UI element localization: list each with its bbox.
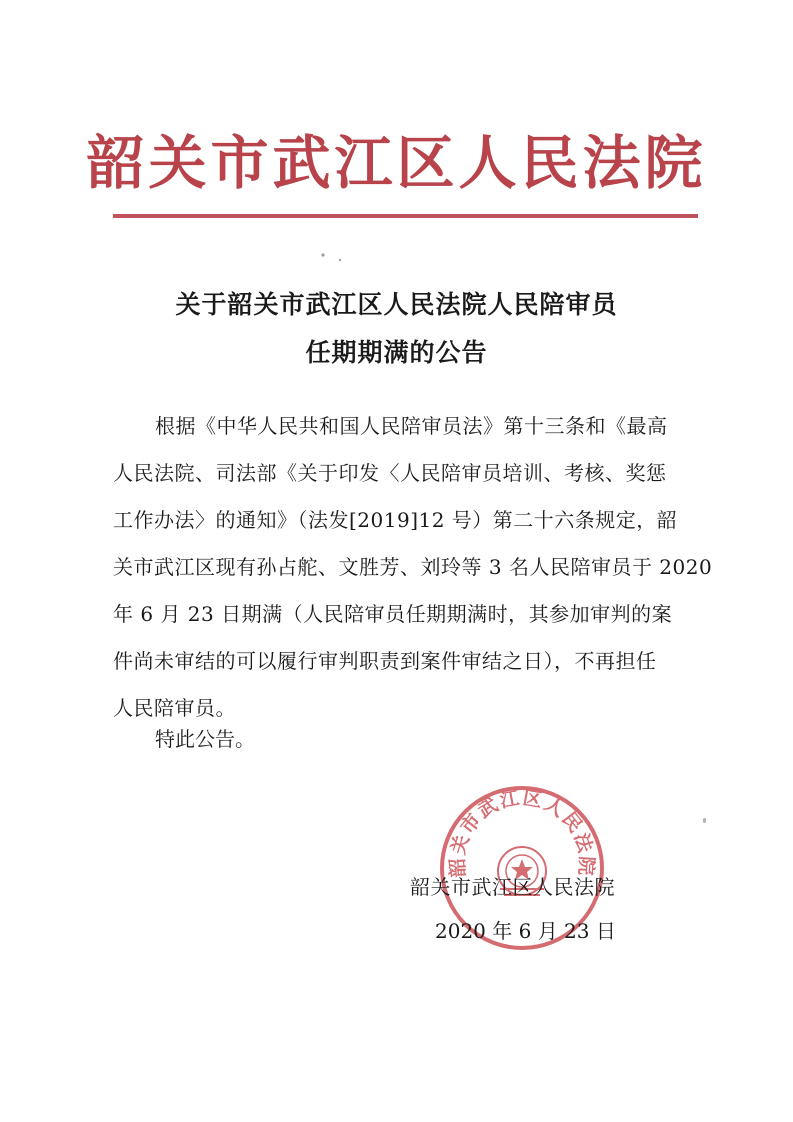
notice-title-line2: 任期期满的公告 [305,338,488,367]
body-paragraph-line: 件尚未审结的可以履行审判职责到案件审结之日），不再担任 [113,649,657,673]
org-title: 韶关市武江区人民法院 [86,129,707,197]
closing-remark: 特此公告。 [155,727,255,751]
signature-date: 2020 年 6 月 23 日 [435,919,616,943]
body-paragraph-line: 人民陪审员。 [113,696,236,720]
scan-mark [703,818,706,823]
notice-title-line1: 关于韶关市武江区人民法院人民陪审员 [175,290,618,319]
header-divider [113,214,698,218]
body-paragraph-line: 根据《中华人民共和国人民陪审员法》第十三条和《最高 [155,414,668,438]
body-paragraph-line: 工作办法〉的通知》（法发[2019]12 号）第二十六条规定，韶 [113,508,678,532]
body-paragraph-line: 年 6 月 23 日期满（人民陪审员任期期满时，其参加审判的案 [113,602,673,626]
body-paragraph-line: 关市武江区现有孙占舵、文胜芳、刘玲等 3 名人民陪审员于 2020 [113,555,713,579]
scan-specks [318,250,348,266]
signature-organization: 韶关市武江区人民法院 [410,875,615,899]
svg-text:韶关市武江区人民法院: 韶关市武江区人民法院 [446,786,598,878]
body-paragraph-line: 人民法院、司法部《关于印发〈人民陪审员培训、考核、奖惩 [113,461,667,485]
